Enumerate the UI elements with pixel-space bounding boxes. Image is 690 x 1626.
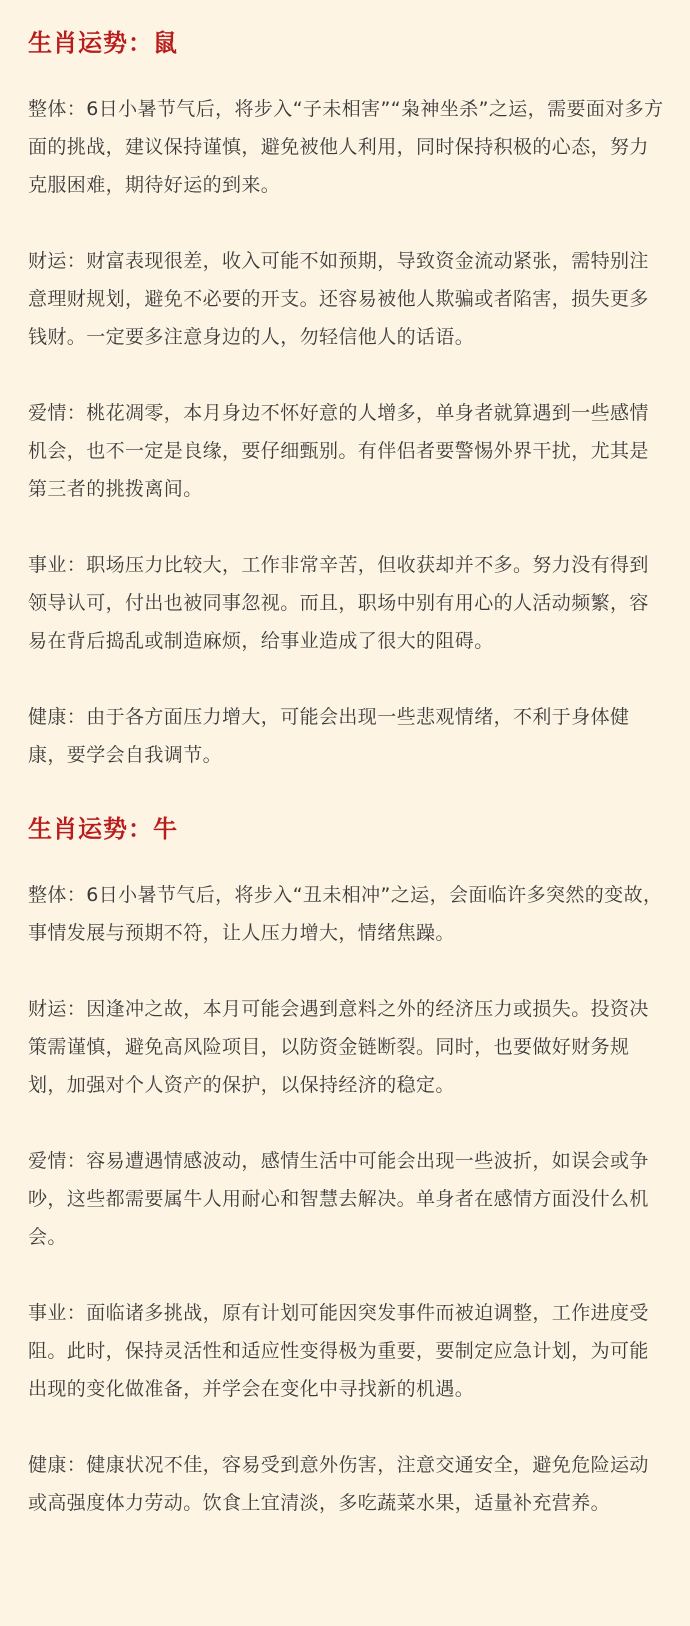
paragraph-career: 事业：面临诸多挑战，原有计划可能因突发事件而被迫调整，工作进度受阻。此时，保持灵活性和适应性变得极为重要，要制定应急计划，为可能出现的变化做准备，并学会在变化中寻找新的机遇。 xyxy=(28,1302,649,1400)
section-title: 生肖运势：鼠 xyxy=(28,29,178,57)
paragraph-love: 爱情：桃花凋零，本月身边不怀好意的人增多，单身者就算遇到一些感情机会，也不一定是良缘，要仔细甄别。有伴侣者要警惕外界干扰，尤其是第三者的挑拨离间。 xyxy=(28,402,649,500)
horoscope-section-rat xyxy=(28,26,668,774)
section-title: 生肖运势：牛 xyxy=(28,815,178,843)
paragraph-health: 健康：健康状况不佳，容易受到意外伤害，注意交通安全，避免危险运动或高强度体力劳动。饮食上宜清淡，多吃蔬菜水果，适量补充营养。 xyxy=(28,1454,649,1514)
paragraph-health: 健康：由于各方面压力增大，可能会出现一些悲观情绪，不利于身体健康，要学会自我调节。 xyxy=(28,706,630,766)
paragraph-wealth: 财运：财富表现很差，收入可能不如预期，导致资金流动紧张，需特别注意理财规划，避免不必要的开支。还容易被他人欺骗或者陷害，损失更多钱财。一定要多注意身边的人，勿轻信他人的话语。 xyxy=(28,250,649,348)
paragraph-career: 事业：职场压力比较大，工作非常辛苦，但收获却并不多。努力没有得到领导认可，付出也被同事忽视。而且，职场中别有用心的人活动频繁，容易在背后捣乱或制造麻烦，给事业造成了很大的阻碍。 xyxy=(28,554,649,652)
horoscope-section-ox xyxy=(28,812,668,1522)
paragraph-wealth: 财运：因逢冲之故，本月可能会遇到意料之外的经济压力或损失。投资决策需谨慎，避免高风险项目，以防资金链断裂。同时，也要做好财务规划，加强对个人资产的保护，以保持经济的稳定。 xyxy=(28,998,649,1096)
paragraph-overall: 整体：6日小暑节气后，将步入“丑未相冲”之运，会面临许多突然的变故，事情发展与预期不符，让人压力增大，情绪焦躁。 xyxy=(28,884,663,944)
paragraph-overall: 整体：6日小暑节气后，将步入“子未相害”“枭神坐杀”之运，需要面对多方面的挑战，建议保持谨慎，避免被他人利用，同时保持积极的心态，努力克服困难，期待好运的到来。 xyxy=(28,98,664,196)
paragraph-love: 爱情：容易遭遇情感波动，感情生活中可能会出现一些波折，如误会或争吵，这些都需要属牛人用耐心和智慧去解决。单身者在感情方面没什么机会。 xyxy=(28,1150,649,1248)
